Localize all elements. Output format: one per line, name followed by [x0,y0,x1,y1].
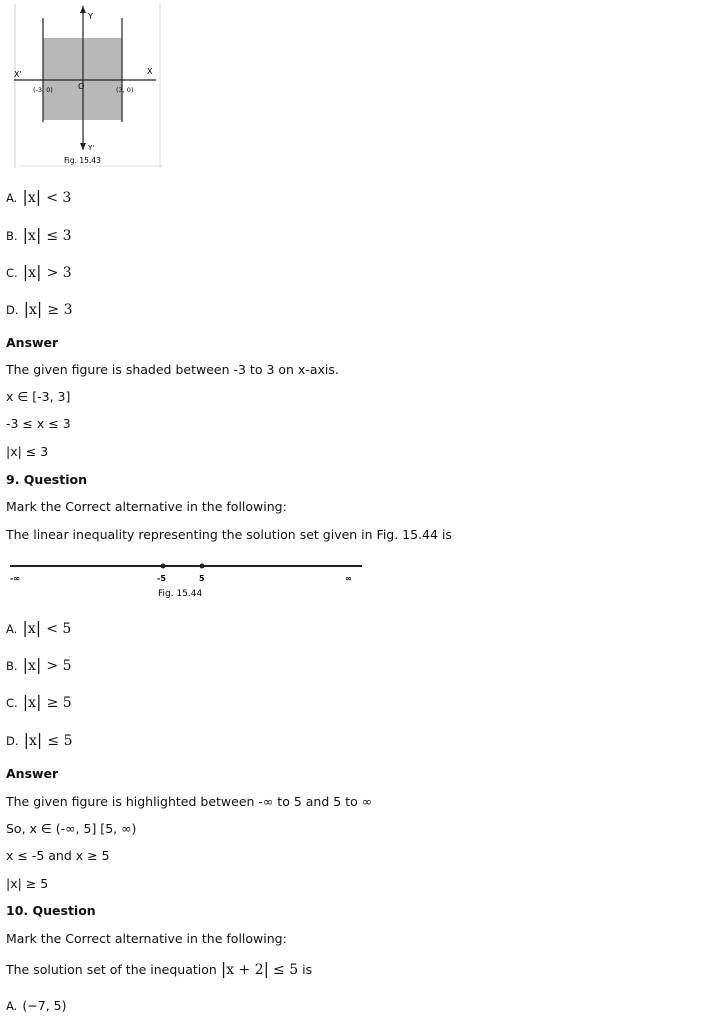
q9-option-d: D. |x| ≤ 5 [6,730,73,749]
q8-option-d: D. |x| ≥ 3 [6,299,73,318]
figure-15-43 [0,0,170,172]
option-relation: ≥ 5 [46,695,72,711]
q9-option-c: C. |x| ≥ 5 [6,692,72,711]
q10-expression: x + 2 [226,962,264,978]
q10-option-a [6,995,67,1014]
label-x: X [147,67,153,76]
label-x-neg: X' [14,70,22,79]
q9-instruction: Mark the Correct alternative in the following: [6,499,287,514]
q9-answer-line-1: The given figure is highlighted between -∞ to 5 and 5 to ∞ [6,794,373,809]
fig2-caption: Fig. 15.44 [158,589,203,599]
label-left-point: (-3, 0) [33,86,53,94]
option-relation: < 3 [46,190,72,206]
option-relation: < 5 [46,621,72,637]
label-origin: O [78,82,85,91]
q8-answer-line-4: |x| ≤ 3 [6,444,49,459]
figure-15-44 [0,556,380,604]
y-neg-arrow-icon [80,143,86,150]
q9-heading: 9. Question [6,472,87,487]
option-letter: D. [6,734,19,748]
q9-option-a: A. |x| < 5 [6,618,72,637]
point-5 [200,564,205,569]
q8-answer-line-1: The given figure is shaded between -3 to 3 on x-axis. [6,362,339,377]
option-relation: ≥ 3 [47,302,73,318]
label-5: 5 [199,574,205,583]
q10-prompt: The solution set of the inequation |x + 2| ≤ 5 is [6,959,313,978]
option-letter: B. [6,659,18,673]
q8-option-c: C. |x| > 3 [6,262,72,281]
q8-option-a: A. |x| < 3 [6,187,72,206]
q8-answer-line-2: x ∈ [-3, 3] [6,389,71,404]
option-relation: ≤ 5 [47,733,73,749]
fig1-caption: Fig. 15.43 [64,156,101,165]
q9-answer-heading: Answer [6,766,59,781]
point-neg5 [161,564,166,569]
label-y-neg: Y' [88,144,95,152]
option-letter: C. [6,696,18,710]
q10-relation: ≤ 5 [273,962,299,978]
q10-prompt-end: is [302,962,313,977]
option-letter: A. [6,191,18,205]
label-neg-infinity: -∞ [10,574,20,583]
q8-option-b: B. |x| ≤ 3 [6,225,72,244]
option-letter: C. [6,266,18,280]
option-letter: A. [6,622,18,636]
label-infinity: ∞ [345,574,352,583]
q9-prompt: The linear inequality representing the solution set given in Fig. 15.44 is [6,527,452,542]
q9-answer-line-2: So, x ∈ (-∞, 5] [5, ∞) [6,821,137,836]
option-letter: D. [6,303,19,317]
q8-answer-heading: Answer [6,335,59,350]
option-relation: ≤ 3 [46,228,72,244]
option-relation: > 5 [46,658,72,674]
q8-answer-line-3: -3 ≤ x ≤ 3 [6,416,71,431]
label-neg5: -5 [157,574,166,583]
q9-option-b: B. |x| > 5 [6,655,72,674]
label-y: Y [88,12,93,21]
option-letter: A. [6,999,18,1013]
y-arrow-icon [80,6,86,13]
label-right-point: (3, 0) [116,86,134,94]
q10-instruction: Mark the Correct alternative in the following: [6,931,287,946]
option-text: (−7, 5) [22,998,67,1013]
option-letter: B. [6,229,18,243]
q10-heading: 10. Question [6,903,96,918]
q9-answer-line-3: x ≤ -5 and x ≥ 5 [6,848,110,863]
q9-answer-line-4: |x| ≥ 5 [6,876,49,891]
q10-prompt-start: The solution set of the inequation [6,962,217,977]
option-relation: > 3 [46,265,72,281]
